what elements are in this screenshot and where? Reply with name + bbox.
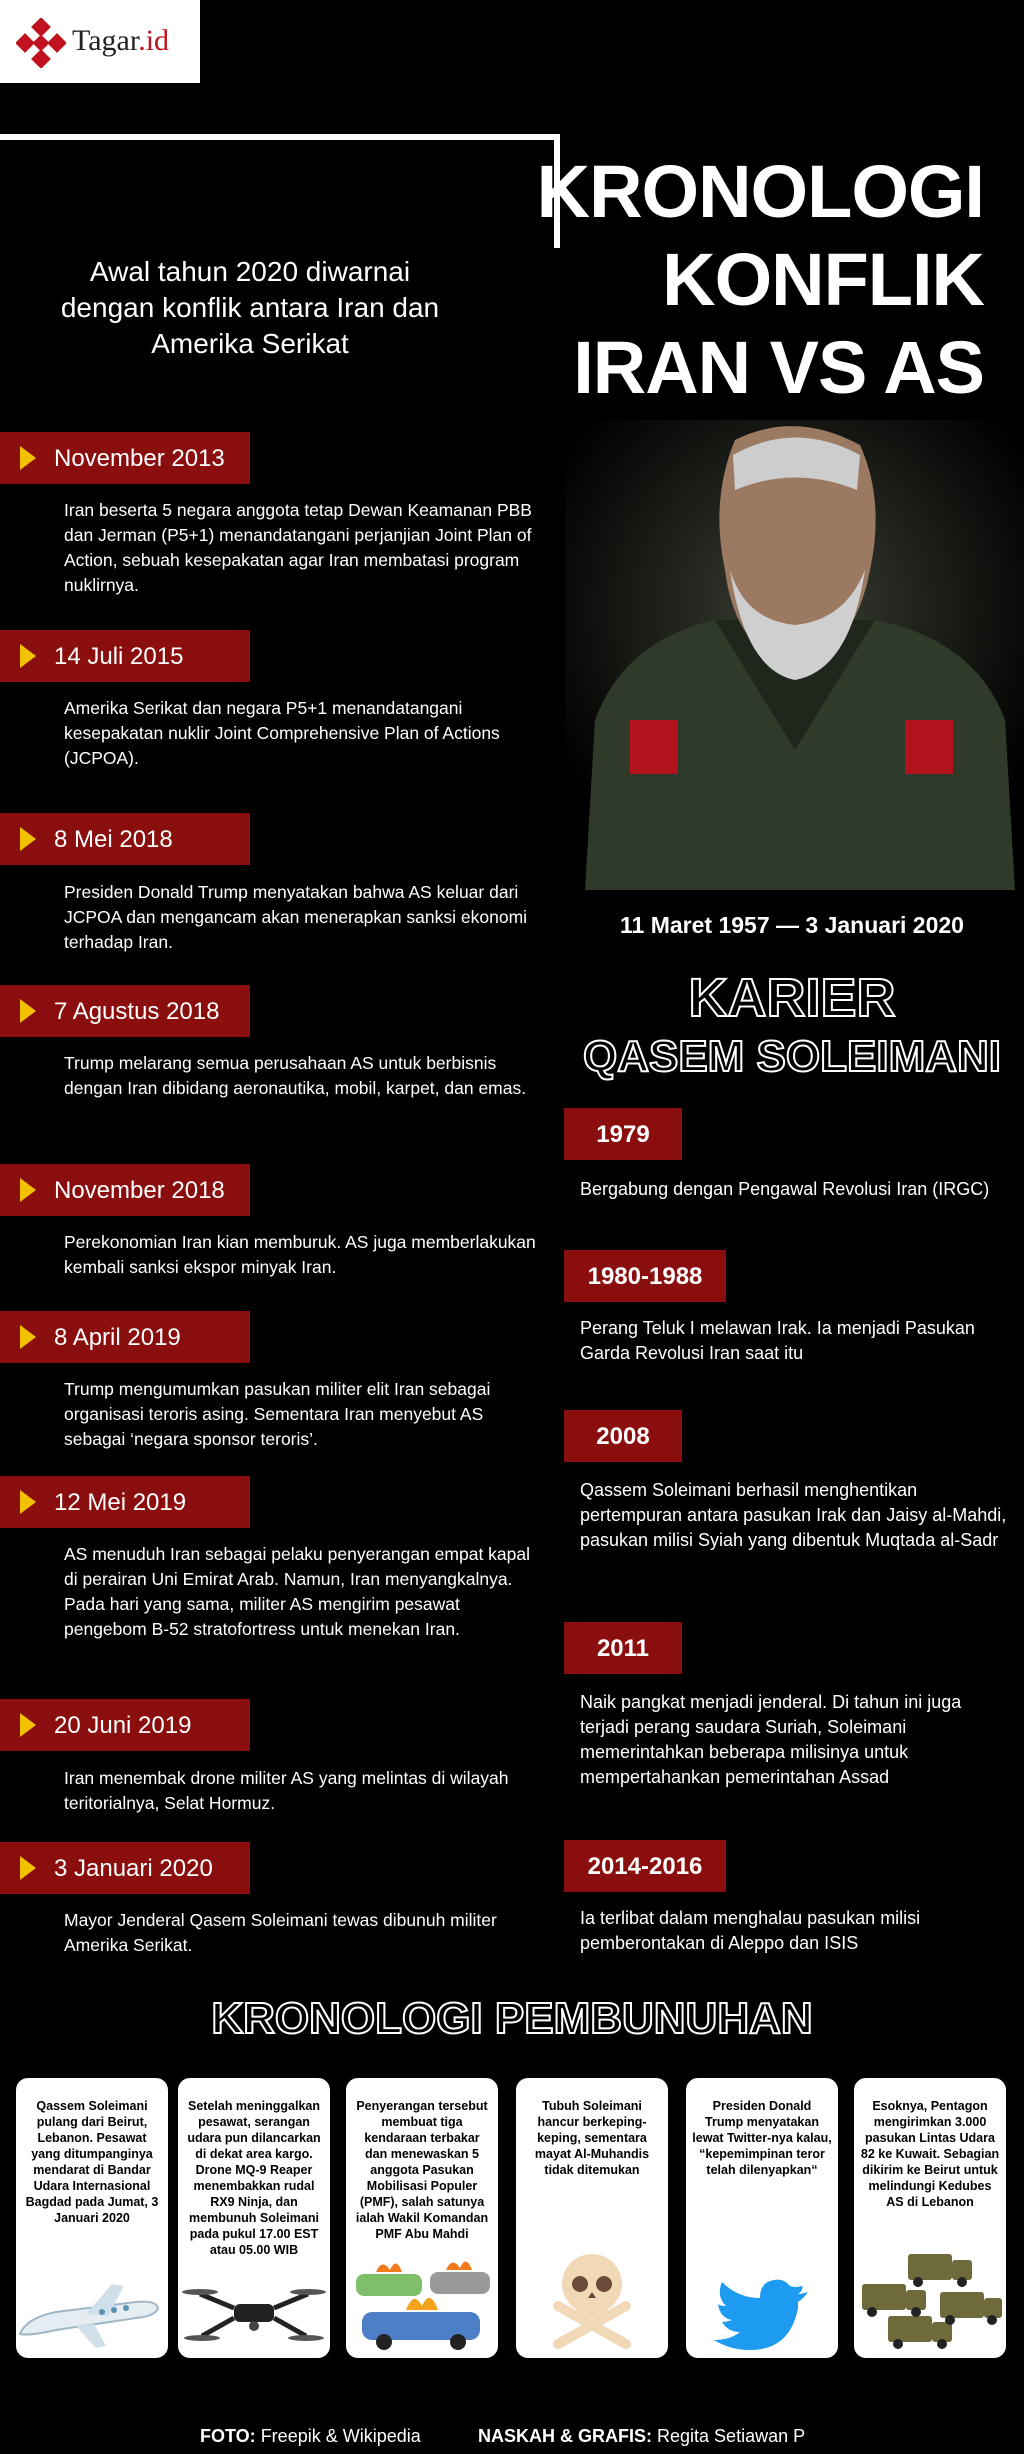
subtitle: Awal tahun 2020 diwarnai dengan konflik antara Iran dan Amerika Serikat	[60, 256, 440, 359]
arrow-icon	[20, 1178, 36, 1202]
timeline-date: November 2018	[54, 1177, 225, 1204]
career-year: 1979	[596, 1121, 650, 1148]
career-text: Bergabung dengan Pengawal Revolusi Iran (IRGC)	[580, 1179, 990, 1199]
timeline-text: Presiden Donald Trump menyatakan bahwa AS keluar dari JCPOA dan mengancam akan menerapkan sanksi ekonomi terhadap Iran.	[64, 882, 528, 952]
twitter-bird-icon	[686, 2264, 838, 2354]
script-credit: NASKAH & GRAFIS: Regita Setiawan P	[478, 2426, 806, 2446]
career-year-tag	[564, 1108, 682, 1160]
timeline-date: 20 Juni 2019	[54, 1712, 192, 1739]
career-text: Naik pangkat menjadi jenderal. Di tahun ini juga terjadi perang saudara Suriah, Soleimani memerintahkan beberapa milisinya untuk mempertahankan pemerintahan Assad	[580, 1692, 962, 1787]
timeline-text: Perekonomian Iran kian memburuk. AS juga memberlakukan kembali sanksi ekspor minyak Iran.	[64, 1232, 536, 1277]
skull-icon	[516, 2244, 668, 2354]
career-year: 2008	[596, 1423, 650, 1450]
event-card-text: Qassem Soleimani pulang dari Beirut, Lebanon. Pesawat yang ditumpanginya mendarat di Bandar Udara Internasional Bagdad pada Jumat, 3 Januari 2020	[25, 2099, 159, 2225]
timeline-date: 12 Mei 2019	[54, 1489, 187, 1516]
event-card-text: Penyerangan tersebut membuat tiga kendaraan terbakar dan menewaskan 5 anggota Pasukan Mobilisasi Populer (PMF), salah satunya ialah Wakil Komandan PMF Abu Mahdi	[355, 2099, 489, 2241]
timeline-date-tag	[0, 432, 250, 484]
career-text: Qassem Soleimani berhasil menghentikan pertempuran antara pasukan Irak dan Jaisy al-Mahdi, pasukan milisi Syiah yang dibentuk Muqtada al-Sadr	[580, 1480, 1007, 1550]
career-year-tag	[564, 1250, 726, 1302]
page-title-line-1: KRONOLOGI	[536, 150, 984, 233]
career-text: Perang Teluk I melawan Irak. Ia menjadi Pasukan Garda Revolusi Iran saat itu	[580, 1318, 975, 1363]
timeline-date: 8 April 2019	[54, 1324, 181, 1351]
event-card-text: Esoknya, Pentagon mengirimkan 3.000 pasukan Lintas Udara 82 ke Kuwait. Sebagian dikirim ke Beirut untuk melindungi Kedubes AS di Lebanon	[860, 2099, 1000, 2209]
section-title: KRONOLOGI PEMBUNUHAN	[211, 1994, 813, 2043]
airplane-icon	[16, 2264, 168, 2354]
arrow-icon	[20, 446, 36, 470]
timeline-date: 3 Januari 2020	[54, 1855, 213, 1882]
lifespan-dates: 11 Maret 1957 — 3 Januari 2020	[620, 912, 964, 938]
timeline-text: Iran beserta 5 negara anggota tetap Dewan Keamanan PBB dan Jerman (P5+1) menandatangani perjanjian Joint Plan of Action, sebuah kesepakatan agar Iran membatasi program nuklirnya.	[64, 500, 532, 595]
tagar-logo-icon	[16, 18, 66, 68]
drone-icon	[178, 2264, 330, 2354]
event-card	[686, 2078, 838, 2358]
timeline-date-tag	[0, 813, 250, 865]
career-year: 2011	[596, 1635, 650, 1662]
event-card	[178, 2078, 330, 2358]
page-title-line-3: IRAN VS AS	[573, 326, 984, 409]
career-subheading: QASEM SOLEIMANI	[582, 1032, 1002, 1081]
event-card	[516, 2078, 668, 2358]
title-frame-line	[0, 134, 560, 140]
military-trucks-icon	[854, 2244, 1006, 2354]
arrow-icon	[20, 644, 36, 668]
career-heading: KARIER	[688, 968, 896, 1028]
soleimani-portrait	[565, 420, 1024, 890]
event-card	[854, 2078, 1006, 2358]
timeline-text: Trump melarang semua perusahaan AS untuk berbisnis dengan Iran dibidang aeronautika, mobil, karpet, dan emas.	[64, 1053, 527, 1098]
arrow-icon	[20, 1490, 36, 1514]
timeline-date-tag	[0, 1164, 250, 1216]
page-title-line-2: KONFLIK	[662, 238, 984, 321]
timeline-date: November 2013	[54, 445, 225, 472]
career-year-tag	[564, 1840, 726, 1892]
event-card-text: Setelah meninggalkan pesawat, serangan udara pun dilancarkan di dekat area kargo. Drone MQ-9 Reaper menembakkan rudal RX9 Ninja, dan membunuh Soleimani pada pukul 17.00 EST atau 05.00 WIB	[187, 2099, 321, 2257]
timeline-text: AS menuduh Iran sebagai pelaku penyerangan empat kapal di perairan Uni Emirat Arab. Namun, Iran menyangkalnya. Pada hari yang sama, militer AS mengirim pesawat pengebom B-52 stratofortress untuk menekan Iran.	[64, 1544, 531, 1639]
timeline-text: Iran menembak drone militer AS yang melintas di wilayah teritorialnya, Selat Hormuz.	[64, 1768, 509, 1813]
event-card	[346, 2078, 498, 2358]
arrow-icon	[20, 1856, 36, 1880]
arrow-icon	[20, 1713, 36, 1737]
event-card-text: Tubuh Soleimani hancur berkeping-keping, sementara mayat Al-Muhandis tidak ditemukan	[534, 2099, 650, 2177]
arrow-icon	[20, 827, 36, 851]
timeline-date-tag	[0, 985, 250, 1037]
timeline-text: Mayor Jenderal Qasem Soleimani tewas dibunuh militer Amerika Serikat.	[64, 1910, 497, 1955]
timeline-text: Amerika Serikat dan negara P5+1 menandatangani kesepakatan nuklir Joint Comprehensive Plan of Actions (JCPOA).	[64, 698, 500, 768]
career-year: 2014-2016	[587, 1853, 703, 1880]
career-year: 1980-1988	[587, 1263, 703, 1290]
arrow-icon	[20, 999, 36, 1023]
timeline-date-tag	[0, 1476, 250, 1528]
timeline-date-tag	[0, 1311, 250, 1363]
logo	[0, 0, 200, 83]
timeline-date: 8 Mei 2018	[54, 826, 173, 853]
arrow-icon	[20, 1325, 36, 1349]
logo-text: Tagar.id	[72, 24, 170, 57]
timeline-text: Trump mengumumkan pasukan militer elit Iran sebagai organisasi teroris asing. Sementara Iran menyebut AS sebagai ‘negara sponsor teroris’.	[64, 1379, 491, 1449]
timeline-date-tag	[0, 1842, 250, 1894]
timeline-date-tag	[0, 630, 250, 682]
career-year-tag	[564, 1622, 682, 1674]
timeline-date-tag	[0, 1699, 250, 1751]
timeline-date: 7 Agustus 2018	[54, 998, 220, 1025]
event-card-text: Presiden Donald Trump menyatakan lewat Twitter-nya kalau, “kepemimpinan teror telah dilenyapkan“	[692, 2099, 832, 2177]
burning-cars-icon	[346, 2254, 498, 2354]
career-text: Ia terlibat dalam menghalau pasukan milisi pemberontakan di Aleppo dan ISIS	[580, 1908, 921, 1953]
photo-credit: FOTO: Freepik & Wikipedia	[200, 2426, 421, 2446]
event-card	[16, 2078, 168, 2358]
timeline-date: 14 Juli 2015	[54, 643, 184, 670]
career-year-tag	[564, 1410, 682, 1462]
